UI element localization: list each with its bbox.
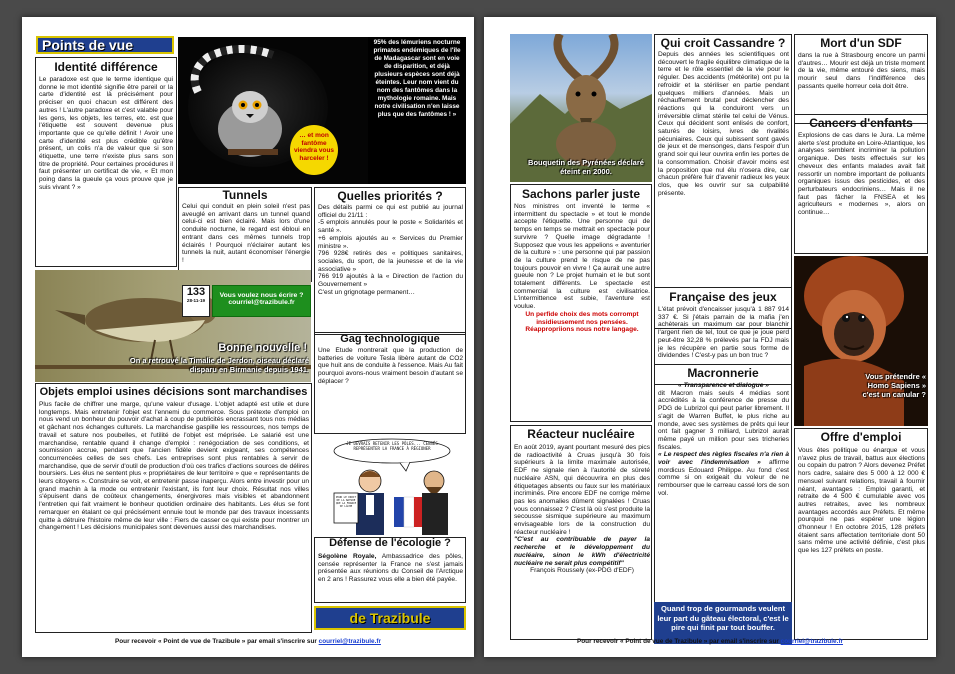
lemur-icon [178, 37, 368, 184]
lemur-text-box [368, 37, 466, 184]
priorites-line: -5 emplois annulés pour le poste « Solidarités et santé ». [318, 219, 463, 235]
reacteur-body: En août 2019, ayant pourtant mesuré des pics de radioactivité à Cruas jusqu'à 30 fois supérieurs à la limite maximale autorisée, EDF ne signale rien à l'autorité de sûreté nucléaire ASN, qui découvrira en plus des étiquetages absents ou faux sur les matériaux incriminés. Pire encore EDF ne corrige même pas les anomalies dûment signalées ! Cruas vous connaissez ? C'est là où s'est produite la secousse sismique supérieure au maximum envisageable lors de la construction du réacteur nucléaire ! [514, 444, 650, 536]
lemur-text: 95% des lémuriens nocturne primates endémiques de l'île de Madagascar sont en voie de disparition, et déjà plusieurs espèces sont déjà éteintes. Leur nom vient du nom des fantômes dans la mythologie romaine. Mais notre civilisation n'en laisse plus que des fantômes ! » [373, 39, 461, 118]
contact-box [212, 285, 311, 317]
cartoon-speech: JE DEVRAIS RETENIR LES PÔLES... CENSÉS REPRÉSENTER LA FRANCE À RÉGIONER [346, 441, 438, 451]
gourmands-text: Quand trop de gourmands veulent leur part du gâteau électoral, c'est le pire qui finit par tout bouffer. [657, 604, 789, 633]
footer-email-link[interactable]: courriel@trazibule.fr [318, 638, 381, 645]
priorites-line: C'est un grignotage permanent… [318, 288, 415, 296]
reacteur-quote: "C'est au contribuable de payer la recherche et le développement du nucléaire, sinon le kWh d'électricité nucléaire ne serait plus compétitif" [514, 536, 650, 567]
sachons-title: Sachons parler juste [521, 187, 641, 201]
right-page [484, 17, 936, 657]
defense-text [318, 553, 463, 602]
priorites-title: Quelles priorités ? [337, 189, 443, 203]
issue-number: 133 [186, 286, 206, 298]
priorites-line: +6 emplois ajoutés au « Services du Premier ministre ». [318, 234, 463, 250]
sachons-body: Nos ministres ont inventé le terme « intermittent du spectacle » et tout le monde accepte l'étiquette. Une personne qui de temps en temps se mettrait en spectacle pour survivre ? Quelle image dégradante ! Supposez que vous les appelions « aventurier de la culture » : une personne qui par passion de la culture prend le risque de ne pas toujours pouvoir en vivre ! Ça aurait une autre gueule non ? Le projet humain et le but sont totalement différents. Le spectacle est commercial la culture est civilisatrice. L'intermittence est subie, l'aventure est voulue. [514, 203, 650, 311]
cassandre-text: Depuis des années les scientifiques ont découvert le fragile équilibre climatique de la terre et le rôle essentiel de la vie pour le réguler. Des accidents (météorite) ont pu la refroidir et la stériliser en partie pendant quelques milliers d'années. Mais un réchauffement brutal peut déclencher des réactions qui la conduiront vers un irréversible climat stérile tel celui de Vénus. Ceux qui décident sont enlisés de confort, saturés de loisirs, ivres de rivalités pécuniaires. Ceux qui subissent sont gavés de jeux et de mensonges, dans l'espoir d'un grand soir qui leur ouvrira enfin les portes de la consommation. Choisir d'avoir moins est la proposition que nul élu n'osera dire, car chacun préfère fuir d'avenir radieux les yeux clos, que les ouvrir sur sa culpabilité présente. [658, 51, 789, 197]
jeux-text: L'état prévoit d'encaisser jusqu'à 1 887 914 337 €. Si j'étais parrain de la mafia j'en achèterais un maximum car pour blanchir l'argent rien de tel, tout ce que je joue perd peut-être 32,28 % prélevés par la FDJ mais je les récupère en partie sous forme de dividendes ! C'est-y pas un bon truc ? [658, 306, 789, 360]
priorites-line: 796 928€ retirés des « politiques sanitaires, sociales, du sport, de la jeunesse et de la vie associative » [318, 250, 463, 273]
priorites-line: 766 919 ajoutés à la « Direction de l'action du Gouvernement » [318, 273, 463, 289]
reacteur-title: Réacteur nucléaire [527, 427, 635, 441]
cassandre-title: Qui croit Cassandre ? [660, 36, 786, 50]
contact-email[interactable]: courriel@trazibule.fr [228, 299, 295, 306]
signature-text: de Trazibule [349, 610, 431, 626]
ibex-caption: Bouquetin des Pyrénées déclaré éteint en 2000. [528, 158, 644, 176]
objets-text: Plus facile de chiffrer une marge, qu'une valeur d'usage. L'objet adapté est utile et dure longtemps. Mais entretenir l'objet est l'ennemi du commerce. Sous prétexte d'emploi on nous vend un bonheur du pouvoir d'achat à coup de publicités encrassant tous nos médias et gâchant nos échanges culturels. La marchandise gaspille les ressources, nos temps de travail et sature nos poubelles, et l'utilité de l'objet est méprisée. Le salarié est une marchandise, rentable quand il change d'emploi : renégociation de ses conditions, et soumission accrue, pendant que l'ancien fidèle devient exigeant, ses compétences concurrencées celles de ses chefs. Les entreprises sont plus rentables à servir de marchandise, que de servir d'outil de production d'où ces trafics d'actions sources de délires boursiers. Les élus ne sentent plus « propriétaires de leur territoire » que « représentants de leurs citoyens ». Construire se voit, et entretenir passe inaperçu. Alors entre investir pour un grand machin à la mode ou entretenir l'existant, ils font leur choix. Résultat nos villes s'épuisent dans de coûteux changements, énergivores mais visibles et abandonnent l'entretien qui fait vraiment le bonheur quotidien ordinaire des habitants. Les élus se font remarquer en étalant ce qui précisément ennuie tout le monde par des travaux incessants quitte à détruire l'histoire même de leur ville : Fiers de casser ce qui existe pour montrer un changement ! Les décisions municipales sont devenues aussi des marchandises. [39, 401, 309, 532]
macron-body: dit Macron mais seuls 4 médias sont accrédités à la conférence de presse du PDG de Lubrizol qui peut parler librement. Il s'agit de Warren Buffet, le plus riche au monde, avec ses systèmes de prêts qui leur ont fait gagner 3 milliard, Lubrizol aurait même payé un million pour ses tricheries fiscales. [658, 389, 789, 451]
priorites-line: Des détails parmi ce qui est publié au journal officiel du 21/11 : [318, 204, 463, 219]
macron-text [658, 382, 789, 582]
footer-text: Pour recevoir « Point de vue de Trazibule » par email s'inscrire sur [577, 638, 779, 645]
bird-title: Bonne nouvelle ! [218, 342, 307, 354]
defense-lead: Ségolène Royale, [318, 553, 377, 560]
banner-text: Points de vue [42, 37, 134, 53]
tunnels-text: Celui qui conduit en plein soleil n'est pas aveuglé en arrivant dans un tunnel quand celui-ci est bien éclairé. Mais lors d'une conduite nocturne, le regard est ébloui en entrant dans ces mêmes tunnels trop éclairés ! Pourquoi n'éclairer autant les tunnels la nuit, autant économiser l'énergie ! [182, 203, 310, 264]
priorites-text [318, 204, 463, 334]
macron-title: Macronnerie [687, 366, 759, 380]
homo-photo [794, 256, 928, 426]
emploi-title: Offre d'emploi [820, 430, 902, 444]
reacteur-author: François Roussely (ex-PDG d'EDF) [530, 567, 634, 575]
sdf-text: dans la rue à Strasbourg encore un parmi d'autres… Mourir est déjà un triste moment de la vie, même entouré des siens, mais mourir seul dans l'indifférence des passants quelle horreur cela doit être. [798, 52, 925, 90]
homo-caption: Vous prétendre « Homo Sapiens » c'est un canular ? [862, 372, 926, 399]
footer-text: Pour recevoir « Point de vue de Trazibule » par email s'inscrire sur [115, 638, 317, 645]
issue-date: 28-11-19 [186, 298, 206, 303]
tunnels-title: Tunnels [222, 188, 268, 202]
cartoon-image [322, 437, 457, 535]
bird-caption: On a retrouvé la Timalie de Jerdon, oiseau déclaré disparu en Birmanie depuis 1941. [129, 356, 309, 374]
emploi-text: Vous êtes politique ou énarque et vous n'avez plus de travail, battus aux élections ou copain du patron ? Alors devenez Préfet hors cadre, salaire des 5 000 à 12 000 € mensuel suivant relations, travail à fournir néant, avantages : Emploi garanti, et retraite de 4 500 € cumulable avec vos autres retraites, avec les nombreux avantages accordés aux Préfets. Et même pourquoi ne pas espérer une légion d'honneur ! En octobre 2015, 128 préfets étaient sans affectation territoriale dont 50 sans même une activité définie, c'est plus que les 127 préfets en poste. [798, 447, 925, 555]
cartoon-sign: POUR LE DROIT DE LA NATURE QUE LA FRANCE SE LÂCHE [335, 496, 357, 508]
banner-points-de-vue [36, 36, 174, 54]
orangutan-icon [794, 256, 928, 426]
left-page [22, 17, 474, 657]
identite-title: Identité différence [54, 60, 158, 74]
reacteur-text [514, 444, 650, 639]
sdf-title: Mort d'un SDF [820, 36, 902, 50]
right-footer [484, 638, 936, 645]
lemur-bubble: … et mon fantôme viendra vous harceler ! [290, 125, 338, 175]
gag-text: Une Étude montrerait que la production de batteries de voiture Tesla libère autant de CO2 que huit ans de conduite à l'essence. Mais Au fait pourquoi avons-nous vraiment besoin d'autant se déplacer ? [318, 347, 463, 385]
footer-email-link[interactable]: courriel@trazibule.fr [780, 638, 843, 645]
cancers-text: Explosions de cas dans le Jura. La même alerte s'est produite en Loire-Atlantique, les analyses semblent incriminer la pollution organique. Des tests effectués sur les cheveux des enfants malades avait fait ressortir un nombre important de polluants organiques issus des pesticides, et des perturbateurs endocriniens… Mais il ne faut pas fâcher la FNSEA et les agriculteurs « modernes », alors on continue… [798, 132, 925, 217]
lemur-photo [178, 37, 368, 184]
contact-cta: Vous voulez nous écrire ? [219, 292, 304, 299]
left-footer [22, 638, 474, 645]
identite-text: Le paradoxe est que le terme identique qui donne le mot identité signifie être pareil or la carte d'identité est là précisément pour préciser en quoi chacun est différent des autres ! L'autre paradoxe et c'est valable pour les gens, les objets, les terres, etc. est que l'étiquette est souvent devenue plus importante que ce qu'elle définit ! Avoir une carte d'identité est plus crédible qu'être présent, un colis n'a de valeur que si son étiquette, une terre n'existe plus sans son titre de propriété. Pour certaines procédures il faut présenter un certificat de vie, « Et mon poing dans la gueule ça vous prouve que je suis vivant ? » [39, 76, 173, 191]
gag-title: Gag technologique [340, 333, 440, 345]
cancers-title: Cancers d'enfants [809, 116, 913, 130]
defense-body: Ambassadrice des pôles, censée représenter la France ne s'est jamais présentée aux réunions du Conseil de l'Arctique en 2 ans ! Rassurez vous elle a bien été payée. [318, 553, 463, 584]
trazibule-signature [314, 606, 466, 630]
cartoon-icon [322, 437, 457, 535]
macron-quote: « Transparence et dialogue » [678, 382, 769, 389]
macron-quote2: « Le respect des règles fiscales n'a rien à voir avec l'indemnisation » [658, 451, 789, 467]
ibex-photo [510, 34, 652, 182]
objets-title: Objets emploi usines décisions sont marchandises [39, 386, 308, 398]
jeux-title: Française des jeux [669, 290, 777, 304]
sachons-text [514, 203, 650, 421]
macron-body2: affirme mordicus Edouard Philippe. Au fond c'est comme si on exigeait du voleur de ne rembourser que le carreau cassé lors de son vol. [658, 459, 789, 497]
defense-title: Défense de l'écologie ? [329, 537, 451, 549]
issue-badge [182, 285, 210, 317]
sachons-red: Un perfide choix des mots corrompt insidieusement nos pensées. Réappropriions nous notre langage. [525, 310, 639, 334]
